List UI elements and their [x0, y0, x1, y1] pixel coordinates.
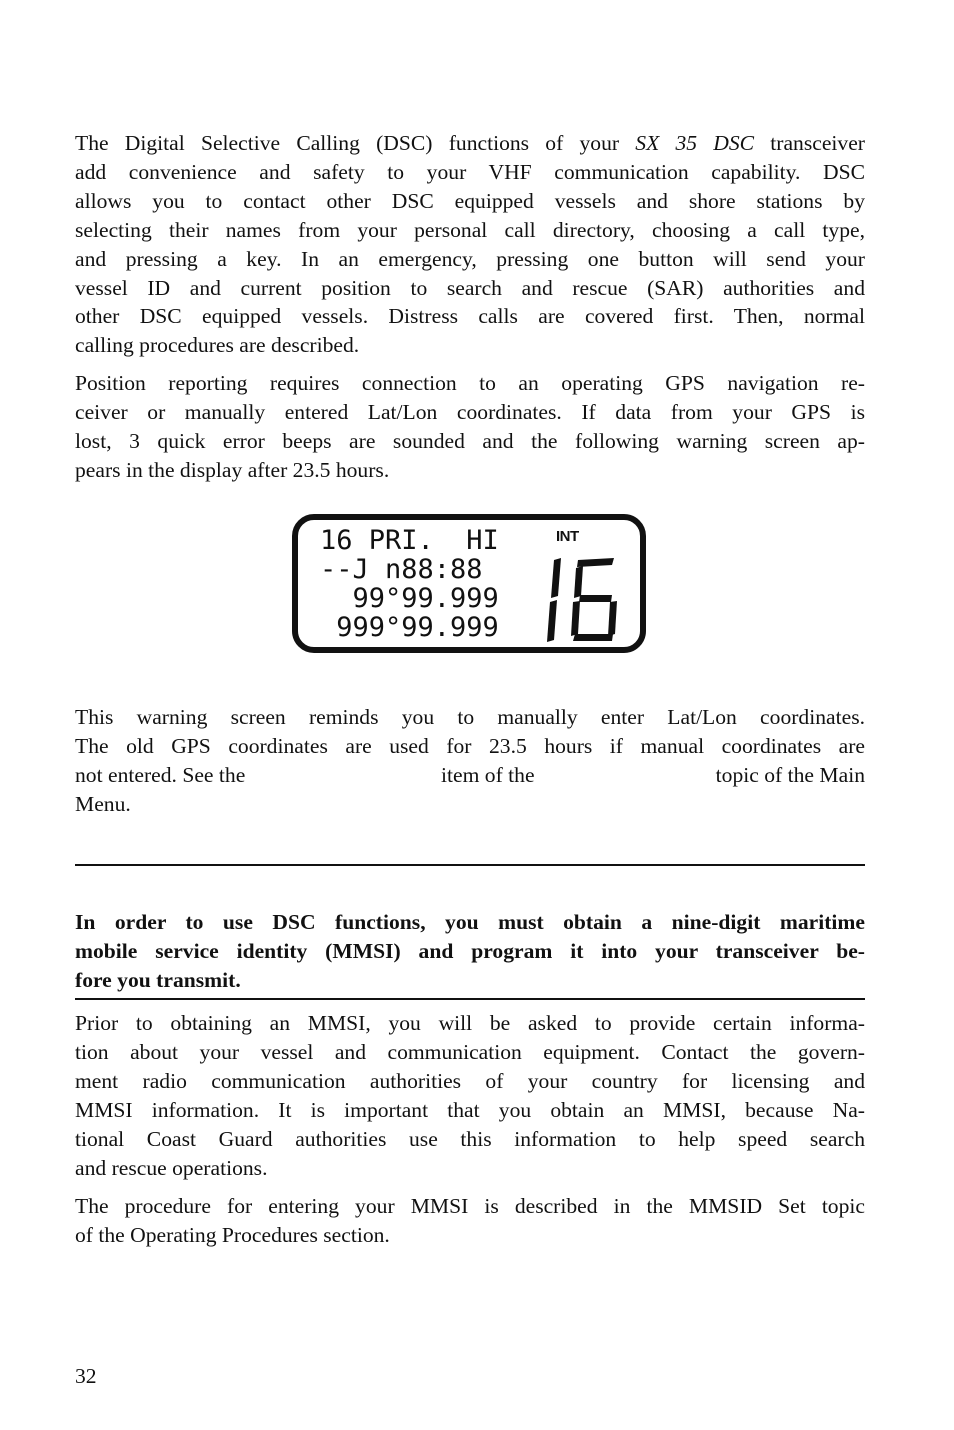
procedure-line: The procedure for entering your MMSI is described in the MMSID Set topic: [75, 1194, 865, 1218]
mmsi-line: ment radio communication authorities of your country for licensing and: [75, 1068, 865, 1093]
mmsi-line: and rescue operations.: [75, 1155, 268, 1180]
lcd-int-indicator: INT: [556, 528, 579, 545]
lcd-line-longitude: 999°99.999: [320, 612, 499, 643]
lcd-line-latitude: 99°99.999: [320, 583, 499, 614]
digit-six-lower-left-segment: [571, 601, 580, 636]
digit-six-upper-left-segment: [574, 566, 583, 598]
intro-line: vessel ID and current position to search and rescue (SAR) authorities and: [75, 275, 865, 300]
intro-line: calling procedures are described.: [75, 333, 360, 358]
lcd-line-time: --J n88:88: [320, 554, 483, 585]
lcd-warning-screen: [292, 514, 646, 653]
warning-line: [75, 761, 865, 790]
notice-line: In order to use DSC functions, you must obtain a nine-digit maritime: [75, 910, 865, 934]
position-line: ceiver or manually entered Lat/Lon coordinates. If data from your GPS is: [75, 399, 865, 424]
mmsi-paragraph: [75, 1009, 865, 1182]
procedure-line: of the Operating Procedures section.: [75, 1222, 390, 1247]
lcd-channel-digits: [542, 554, 628, 644]
intro-paragraph: [75, 129, 865, 360]
position-line: Position reporting requires connection to an operating GPS navigation re-: [75, 371, 865, 395]
warning-line: This warning screen reminds you to manually enter Lat/Lon coordinates.: [75, 705, 865, 729]
lcd-text-block: [320, 526, 499, 642]
digit-one-lower-segment: [547, 600, 557, 642]
digit-one-upper-segment: [551, 558, 561, 598]
warning-item-text: item of the: [441, 762, 535, 787]
intro-line: allows you to contact other DSC equipped vessels and shore stations by: [75, 188, 865, 213]
warning-see-text: not entered. See the: [75, 762, 246, 787]
digit-six-top-segment: [577, 558, 614, 567]
mmsi-notice: [75, 908, 865, 995]
mmsi-line: Prior to obtaining an MMSI, you will be asked to provide certain informa-: [75, 1011, 865, 1035]
intro-line: other DSC equipped vessels. Distress calls are covered first. Then, normal: [75, 304, 865, 329]
intro-line: selecting their names from your personal call directory, choosing a call type,: [75, 217, 865, 242]
notice-line: mobile service identity (MMSI) and program it into your transceiver be-: [75, 938, 865, 963]
warning-line: Menu.: [75, 791, 131, 816]
warning-line: The old GPS coordinates are used for 23.5 hours if manual coordinates are: [75, 733, 865, 758]
mmsi-line: tion about your vessel and communication equipment. Contact the govern-: [75, 1039, 865, 1064]
procedure-paragraph: [75, 1192, 865, 1250]
digit-six-bottom-segment: [573, 634, 613, 641]
position-line: pears in the display after 23.5 hours.: [75, 457, 390, 482]
product-name: SX 35 DSC: [635, 131, 755, 155]
intro-line: add convenience and safety to your VHF communication capability. DSC: [75, 159, 865, 184]
lcd-line-channel: 16 PRI. HI: [320, 525, 499, 556]
digit-six-lower-right-segment: [608, 601, 617, 636]
notice-line: fore you transmit.: [75, 967, 241, 992]
mmsi-line: MMSI information. It is important that you obtain an MMSI, because Na-: [75, 1097, 865, 1122]
divider-rule-top: [75, 864, 865, 866]
divider-rule-bottom: [75, 998, 865, 1000]
intro-line: The Digital Selective Calling (DSC) functions of your SX 35 DSC transceiver: [75, 131, 865, 155]
intro-line: and pressing a key. In an emergency, pressing one button will send your: [75, 246, 865, 271]
position-line: lost, 3 quick error beeps are sounded and the following warning screen ap-: [75, 428, 865, 453]
mmsi-line: tional Coast Guard authorities use this information to help speed search: [75, 1126, 865, 1151]
warning-paragraph: [75, 703, 865, 819]
page-number: 32: [75, 1364, 97, 1388]
warning-topic-text: topic of the Main: [715, 762, 865, 787]
position-paragraph: [75, 369, 865, 485]
digit-six-middle-segment: [579, 595, 612, 602]
